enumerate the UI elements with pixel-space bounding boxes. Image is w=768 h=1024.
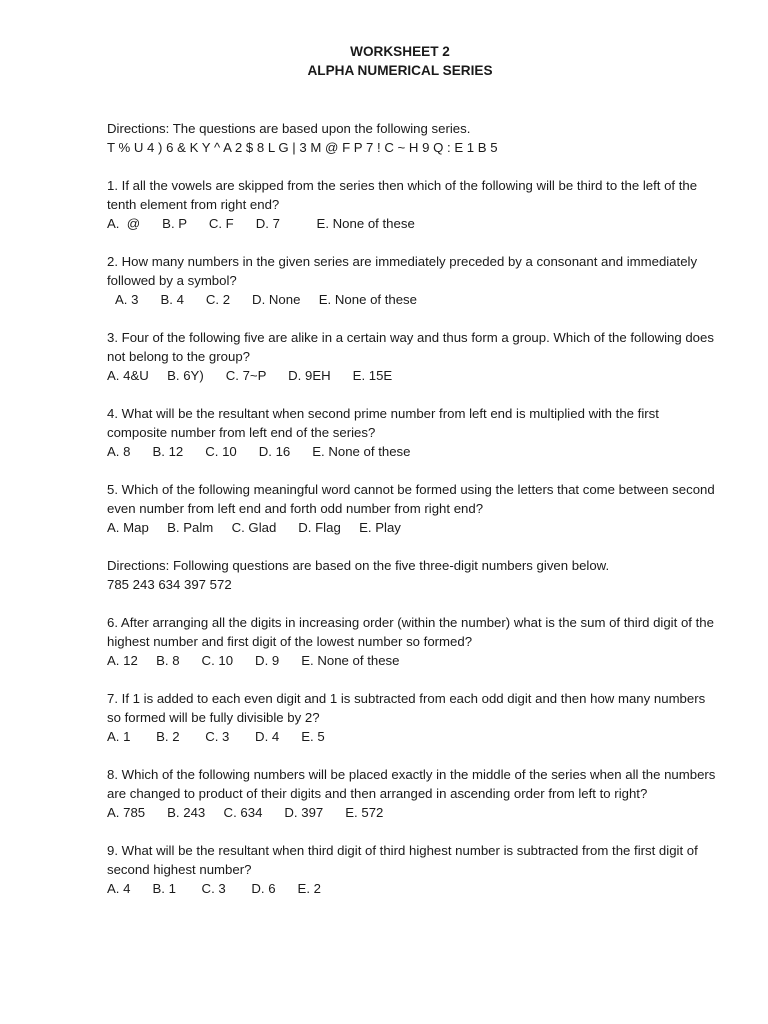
question-options: A. Map B. Palm C. Glad D. Flag E. Play	[107, 520, 401, 535]
series-text: T % U 4 ) 6 & K Y ^ A 2 $ 8 L G | 3 M @ F P 7 ! C ~ H 9 Q : E 1 B 5	[107, 140, 498, 155]
worksheet-content	[107, 119, 717, 917]
directions-text: Directions: Following questions are based on the five three-digit numbers given below.	[107, 558, 610, 573]
worksheet-subtitle: ALPHA NUMERICAL SERIES	[307, 63, 493, 78]
question-text: 1. If all the vowels are skipped from the series then which of the following will be third to the left of the tenth element from right end?	[107, 178, 698, 212]
directions-block-numbers	[107, 556, 717, 594]
question-text: 7. If 1 is added to each even digit and 1 is subtracted from each odd digit and then how many numbers so formed will be fully divisible by 2?	[107, 691, 706, 725]
question-text: 6. After arranging all the digits in increasing order (within the number) what is the sum of third digit of the highest number and first digit of the lowest number so formed?	[107, 615, 714, 649]
question-options: A. 3 B. 4 C. 2 D. None E. None of these	[115, 292, 417, 307]
question-1	[107, 176, 717, 233]
question-6	[107, 613, 717, 670]
question-5	[107, 480, 717, 537]
question-options: A. 4&U B. 6Y) C. 7~P D. 9EH E. 15E	[107, 368, 393, 383]
question-7	[107, 689, 717, 746]
question-options: A. 8 B. 12 C. 10 D. 16 E. None of these	[107, 444, 411, 459]
question-text: 2. How many numbers in the given series are immediately preceded by a consonant and immediately followed by a symbol?	[107, 254, 698, 288]
question-options: A. 785 B. 243 C. 634 D. 397 E. 572	[107, 805, 384, 820]
question-options: A. 4 B. 1 C. 3 D. 6 E. 2	[107, 881, 322, 896]
question-options: A. 1 B. 2 C. 3 D. 4 E. 5	[107, 729, 325, 744]
question-text: 5. Which of the following meaningful word cannot be formed using the letters that come between second even number from left end and forth odd number from right end?	[107, 482, 715, 516]
question-text: 4. What will be the resultant when second prime number from left end is multiplied with the first composite number from left end of the series?	[107, 406, 659, 440]
question-options: A. @ B. P C. F D. 7 E. None of these	[107, 216, 415, 231]
question-4	[107, 404, 717, 461]
question-8	[107, 765, 717, 822]
question-options: A. 12 B. 8 C. 10 D. 9 E. None of these	[107, 653, 400, 668]
question-2	[107, 252, 717, 309]
numbers-text: 785 243 634 397 572	[107, 577, 232, 592]
directions-block-series	[107, 119, 717, 157]
question-text: 3. Four of the following five are alike in a certain way and thus form a group. Which of the following does not belong to the group?	[107, 330, 714, 364]
worksheet-title: WORKSHEET 2	[350, 44, 450, 59]
question-text: 8. Which of the following numbers will be placed exactly in the middle of the series when all the numbers are changed to product of their digits and then arranged in ascending order from left to right?	[107, 767, 716, 801]
directions-text: Directions: The questions are based upon the following series.	[107, 121, 471, 136]
question-3	[107, 328, 717, 385]
worksheet-header	[0, 42, 768, 80]
question-text: 9. What will be the resultant when third digit of third highest number is subtracted from the first digit of second highest number?	[107, 843, 698, 877]
question-9	[107, 841, 717, 898]
